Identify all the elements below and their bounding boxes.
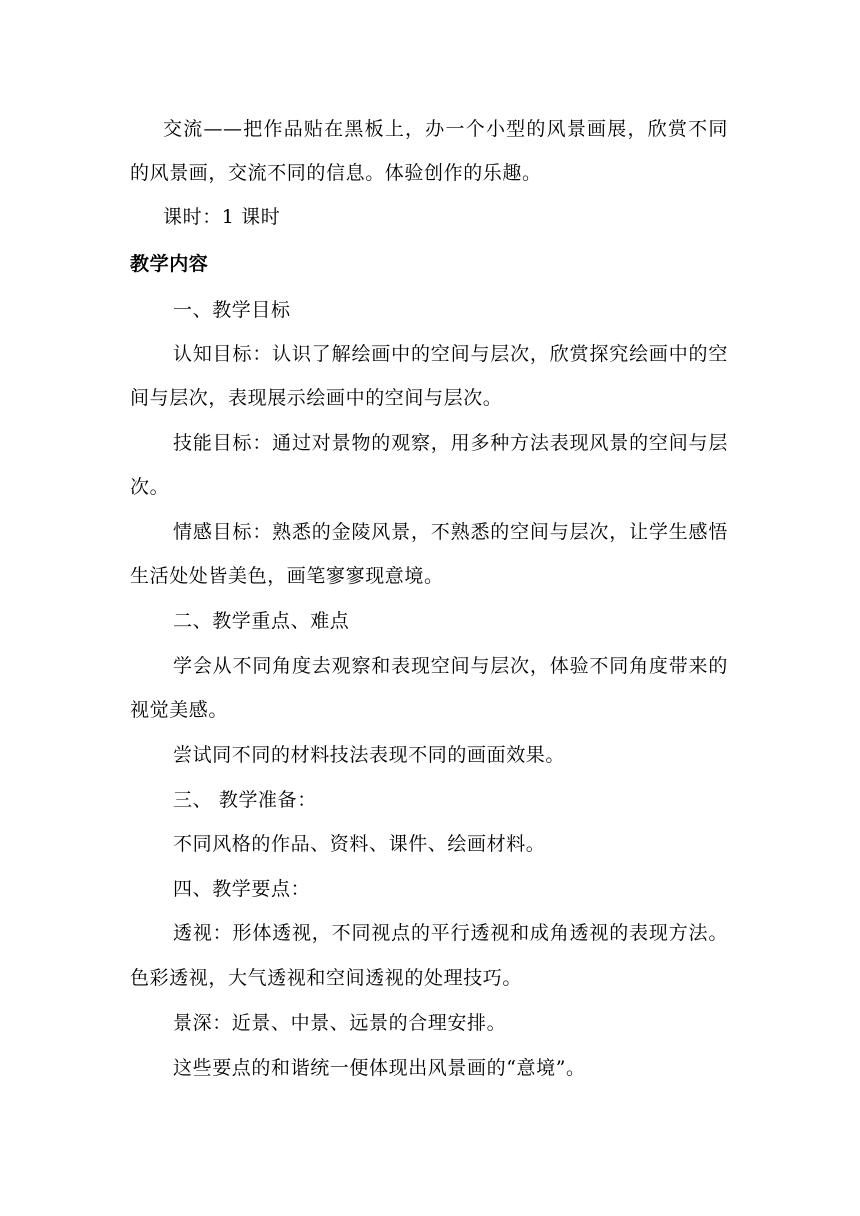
heading-teaching-objectives: 一、教学目标	[173, 299, 291, 321]
heading-key-points: 二、教学重点、难点	[173, 610, 350, 632]
perspective-line-2: 色彩透视，大气透视和空间透视的处理技巧。	[130, 967, 523, 989]
skill-objective-line-1: 技能目标：通过对景物的观察，用多种方法表现风景的空间与层	[173, 432, 728, 454]
paragraph-exchange-line-1: 交流——把作品贴在黑板上，办一个小型的风景画展，欣赏不同	[163, 118, 728, 140]
emotional-objective-line-2: 生活处处皆美色，画笔寥寥现意境。	[130, 565, 444, 587]
cognitive-objective-line-1: 认知目标：认识了解绘画中的空间与层次，欣赏探究绘画中的空	[173, 343, 728, 365]
cognitive-objective-line-2: 间与层次，表现展示绘画中的空间与层次。	[130, 387, 503, 409]
preparation-materials: 不同风格的作品、资料、课件、绘画材料。	[173, 833, 546, 855]
skill-objective-line-2: 次。	[130, 476, 170, 498]
heading-teaching-preparation: 三、 教学准备：	[173, 789, 317, 811]
paragraph-exchange-line-2: 的风景画，交流不同的信息。体验创作的乐趣。	[130, 162, 542, 184]
section-heading-teaching-content: 教学内容	[130, 253, 209, 275]
conclusion-artistic-conception: 这些要点的和谐统一便体现出风景画的“意境”。	[173, 1057, 586, 1079]
key-point-line-2: 视觉美感。	[130, 699, 229, 721]
difficult-point: 尝试同不同的材料技法表现不同的画面效果。	[173, 744, 566, 766]
perspective-line-1: 透视：形体透视，不同视点的平行透视和成角透视的表现方法。	[173, 922, 728, 944]
depth-of-field: 景深：近景、中景、远景的合理安排。	[173, 1012, 507, 1034]
key-point-line-1: 学会从不同角度去观察和表现空间与层次，体验不同角度带来的	[173, 655, 728, 677]
heading-teaching-essentials: 四、教学要点：	[173, 878, 311, 900]
emotional-objective-line-1: 情感目标：熟悉的金陵风景，不熟悉的空间与层次，让学生感悟	[173, 521, 728, 543]
class-hours: 课时：1 课时	[163, 206, 281, 228]
